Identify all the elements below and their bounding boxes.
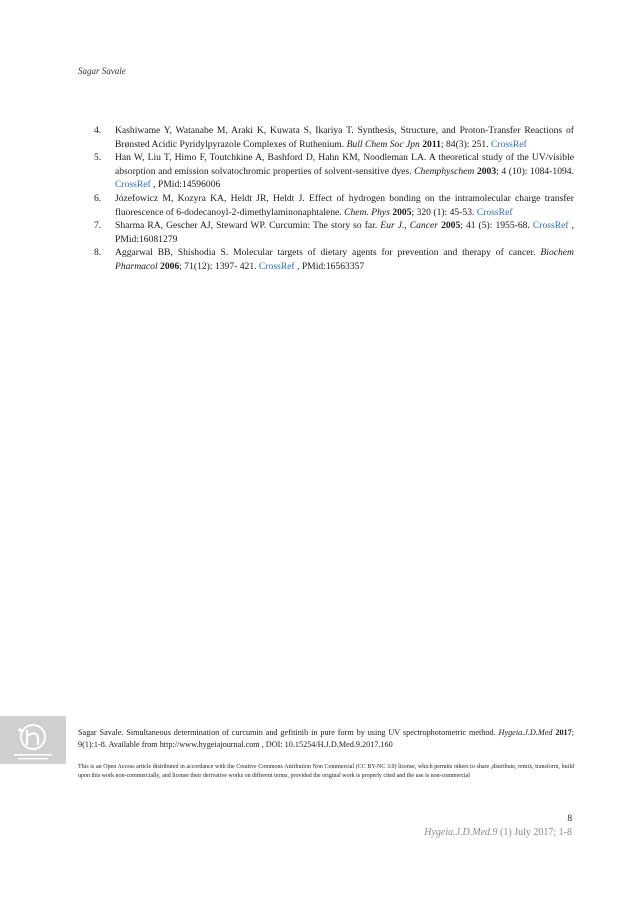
reference-text: Han W, Liu T, Himo F, Toutchkine A, Bashford D, Hahn KM, Noodleman LA. A theoretical study of the UV/visible absorption and emission solvatochromic properties of solvent-sensitive dyes. [115,152,574,177]
footer-volume: 9 [492,827,498,838]
reference-details: ; 84(3): 251. [440,138,492,150]
citation-journal: Hygeia.J.D.Med [498,728,553,737]
reference-number: 6. [94,192,102,204]
reference-journal: Chem. Phys [344,206,390,218]
reference-year: 2005 [441,220,461,232]
reference-item [94,192,574,219]
citation-details: ; 9(1):1-8. Available from http://www.hygeiajournal.com , DOI: 10.15254/H.J.D.Med.9.2017.160 [78,728,574,749]
reference-number: 4. [94,125,102,136]
reference-item [94,219,574,246]
reference-pmid: , PMid:16563357 [294,260,365,272]
reference-number: 7. [94,220,102,232]
reference-pmid: , PMid:14596006 [150,179,221,191]
article-citation [78,727,574,751]
reference-journal: Eur J., Cancer [380,220,439,232]
crossref-link[interactable]: CrossRef [491,138,527,150]
reference-year: 2011 [422,138,441,150]
logo-graphic [0,716,66,764]
reference-item [94,124,574,151]
reference-text: Aggarwal BB, Shishodia S. Molecular targets of dietary agents for prevention and therapy of cancer. [115,247,541,259]
crossref-link[interactable]: CrossRef [532,220,569,232]
reference-year: 2005 [392,206,412,218]
reference-journal: Chemphyschem [414,165,475,177]
reference-details: ; 320 (1): 45-53. [411,206,477,218]
reference-number: 8. [94,247,102,259]
reference-text: Sharma RA, Gescher AJ, Steward WP. Curcumin: The story so far. [115,220,381,232]
crossref-link[interactable]: CrossRef [258,260,295,272]
crossref-link[interactable]: CrossRef [476,206,513,218]
citation-text: Sagar Savale. Simultaneous determination of curcumin and gefitinib in pure form by using UV spectrophotometric method. [78,728,499,737]
reference-details: ; 4 (10): 1084-1094. [496,165,574,177]
reference-text: Józefowicz M, Kozyra KA, Heldt JR, Heldt J. Effect of hydrogen bonding on the intramolecular charge transfer fluorescence of 6-dodecanoyl-2-dimethylaminonaphtalene. [115,192,574,218]
reference-details: ; 41 (5): 1955-68. [460,220,533,232]
license-notice: This is an Open Access article distributed in accordance with the Creative Commons Attribution Non Commercial (CC BY-NC 3.0) license, which permits others to share ,distribute, remix, transform, build upon this work non-commercially, and license their derivative works on different terms, provided the original work is properly cited and the use is non-commercial [78,764,574,779]
journal-footer [424,827,572,838]
crossref-link[interactable]: CrossRef [115,179,151,191]
hygeia-journal-logo-icon [0,716,66,764]
reference-journal: Bull Chem Soc Jpn [346,138,420,150]
reference-year: 2006 [160,260,180,272]
footer-issue-date: (1) July 2017; 1-8 [497,827,572,838]
reference-item [94,151,574,192]
reference-year: 2003 [476,165,497,177]
page-number: 8 [567,814,572,824]
footer-journal: Hygeia.J.D.Med. [424,827,493,838]
reference-number: 5. [94,152,102,164]
reference-item [94,246,574,273]
reference-journal: Biochem Pharmacol [115,247,574,272]
reference-list [94,124,574,274]
reference-details: ; 71(12): 1397- 421. [179,260,259,272]
reference-text: Kashiwame Y, Watanabe M, Araki K, Kuwata S, Ikariya T. Synthesis, Structure, and Proton-Transfer Reactions of Brønsted Acidic Pyridylpyrazole Complexes of Ruthenium. [115,125,574,150]
running-header-author: Sagar Savale [78,66,126,76]
citation-year: 2017 [555,728,572,737]
reference-pmid: , PMid:16081279 [115,220,574,245]
